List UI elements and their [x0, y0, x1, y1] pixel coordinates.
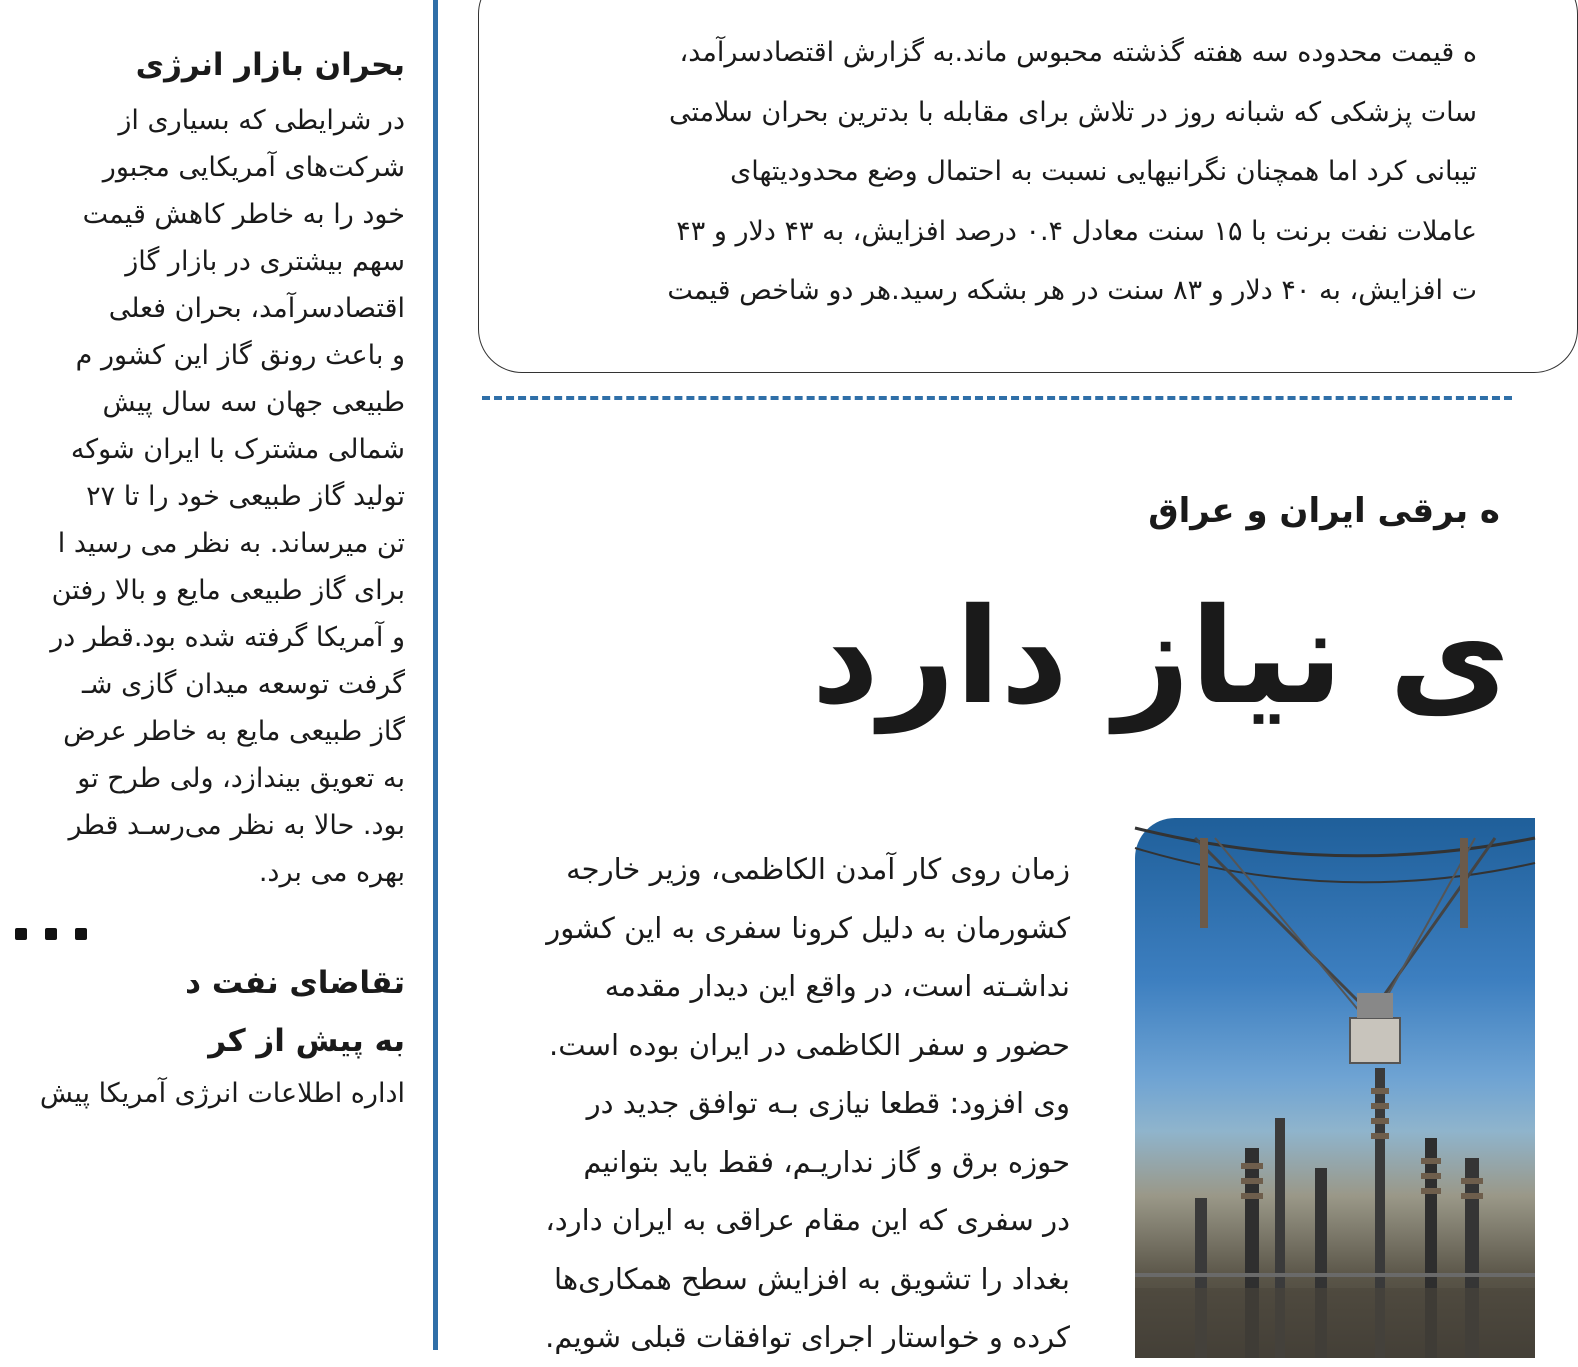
- body-line: کرده و خواستار اجرای توافقات قبلی شویم.: [545, 1320, 1070, 1354]
- sidebar-line: و آمریکا گرفته شده بود.قطر در: [50, 622, 405, 653]
- body-line: بغداد را تشویق به افزایش سطح همکاری‌ها: [554, 1261, 1070, 1296]
- top-article-line: عاملات نفت برنت با ۱۵ سنت معادل ۰.۴ درصد افزایش، به ۴۳ دلار و ۴۳: [676, 215, 1477, 247]
- sidebar-line: گرفت توسعه میدان گازی شـ: [82, 669, 405, 700]
- separator-dot: [15, 928, 27, 940]
- sidebar-line: خود را به خاطر کاهش قیمت: [82, 199, 405, 230]
- sidebar-line: و باعث رونق گاز این کشور م: [75, 340, 405, 371]
- sidebar-line: شمالی مشترک با ایران شوکه: [70, 434, 405, 465]
- dashed-divider: [482, 396, 1512, 400]
- body-line: در سفری که این مقام عراقی به ایران دارد،: [545, 1203, 1070, 1237]
- sidebar-line: بهره می برد.: [258, 857, 405, 888]
- sidebar-line: گاز طبیعی مایع به خاطر عرض: [63, 716, 405, 747]
- separator-dot: [45, 928, 57, 940]
- separator-dot: [75, 928, 87, 940]
- sidebar-line: بود. حالا به نظر می‌رسـد قطر: [68, 810, 405, 841]
- sidebar-article: [0, 0, 438, 1350]
- sidebar-line: سهم بیشتری در بازار گاز: [125, 246, 405, 277]
- substation-illustration: [1135, 818, 1535, 1358]
- top-article-box: [478, 0, 1578, 373]
- substation-photo: [1135, 818, 1535, 1358]
- headline-main: ی نیاز دارد: [811, 580, 1510, 734]
- sidebar-second-title: تقاضای نفت د: [185, 965, 405, 1001]
- sidebar-line: برای گاز طبیعی مایع و بالا رفتن: [51, 575, 405, 606]
- top-article-line: سات پزشکی که شبانه روز در تلاش برای مقابله با بدترین بحران سلامتی: [668, 96, 1477, 128]
- sidebar-line: اداره اطلاعات انرژی آمریکا پیش: [39, 1078, 405, 1109]
- sidebar-line: تولید گاز طبیعی خود را تا ۲۷: [86, 481, 405, 512]
- sidebar-title: بحران بازار انرژی: [135, 47, 405, 83]
- headline-kicker: ه برقی ایران و عراق: [1148, 491, 1500, 531]
- body-line: زمان روی کار آمدن الکاظمی، وزیر خارجه: [566, 852, 1070, 886]
- sidebar-second-title: به پیش از کر: [208, 1023, 405, 1059]
- top-article-line: تیبانی کرد اما همچنان نگرانیهایی نسبت به احتمال وضع محدودیتهای: [730, 156, 1477, 187]
- body-line: حضور و سفر الکاظمی در ایران بوده است.: [549, 1027, 1070, 1062]
- top-article-line: ه قیمت محدوده سه هفته گذشته محبوس ماند.به گزارش اقتصادسرآمد،: [679, 37, 1477, 68]
- body-line: وی افزود: قطعا نیازی بـه توافق جدید در: [586, 1086, 1070, 1120]
- body-line: کشورمان به دلیل کرونا سفری به این کشور: [546, 910, 1070, 945]
- body-line: حوزه برق و گاز نداریـم، فقط باید بتوانیم: [583, 1144, 1070, 1179]
- top-article-line: ت افزایش، به ۴۰ دلار و ۸۳ سنت در هر بشکه رسید.هر دو شاخص قیمت: [667, 275, 1477, 306]
- dot-separator: [0, 928, 260, 940]
- sidebar-line: اقتصادسرآمد، بحران فعلی: [108, 293, 405, 324]
- sidebar-line: تن میرساند. به نظر می رسید ا: [57, 528, 405, 559]
- article-body: [490, 840, 1070, 1367]
- sidebar-line: طبیعی جهان سه سال پیش: [102, 387, 405, 418]
- sidebar-content: [0, 41, 405, 1117]
- sidebar-line: به تعویق بیندازد، ولی طرح تو: [77, 763, 405, 794]
- sidebar-line: در شرایطی که بسیاری از: [118, 105, 405, 136]
- top-article-text: [667, 23, 1477, 321]
- body-line: نداشـته است، در واقع این دیدار مقدمه: [604, 969, 1070, 1003]
- sidebar-line: شرکت‌های آمریکایی مجبور: [102, 152, 405, 183]
